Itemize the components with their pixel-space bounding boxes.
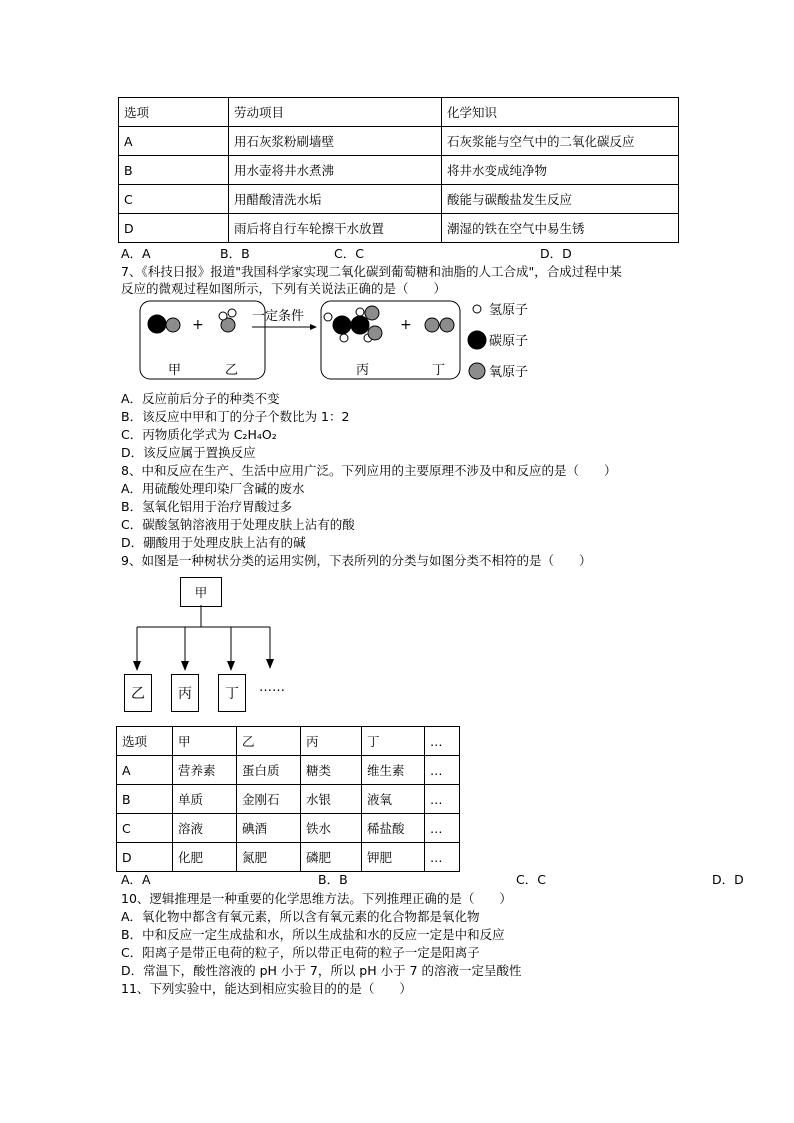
carbon-atom (351, 316, 369, 334)
q8-stem: 8、中和反应在生产、生活中应用广泛。下列应用的主要原理不涉及中和反应的是（ ） (121, 463, 617, 478)
table-header-cell: 劳动项目 (229, 98, 442, 127)
table-cell: A (119, 127, 229, 156)
tree-connectors (125, 605, 285, 675)
tree-root-label: 甲 (194, 585, 208, 600)
table-cell: 雨后将自行车轮擦干水放置 (229, 214, 442, 243)
legend-carbon: 碳原子 (489, 334, 529, 349)
table-header-cell: … (425, 727, 460, 756)
legend-oxygen: 氧原子 (489, 365, 529, 380)
table-cell: A (117, 756, 173, 785)
table-header-cell: 选项 (119, 98, 229, 127)
carbon-atom (333, 316, 351, 334)
table-cell: 蛋白质 (237, 756, 301, 785)
table-cell: 溶液 (173, 814, 237, 843)
q7-option-a[interactable]: A．反应前后分子的种类不变 (121, 391, 280, 406)
table-cell: … (425, 814, 460, 843)
table-cell: C (119, 185, 229, 214)
table-row (117, 843, 460, 872)
tree-child-node (124, 674, 152, 712)
q6-option-b[interactable]: B．B (220, 246, 250, 261)
q8-option-b[interactable]: B．氢氧化铝用于治疗胃酸过多 (121, 499, 293, 514)
q7-option-c[interactable]: C．丙物质化学式为 C₂H₄O₂ (121, 427, 277, 442)
table-header-cell: 丙 (301, 727, 362, 756)
table-cell: 稀盐酸 (362, 814, 425, 843)
label-jia: 甲 (168, 363, 182, 378)
q9-option-c[interactable]: C．C (516, 872, 546, 887)
label-bing: 丙 (356, 363, 370, 378)
arrow-head-icon (310, 324, 317, 330)
table-cell: 糖类 (301, 756, 362, 785)
table-cell: D (119, 214, 229, 243)
tree-root-node (180, 577, 222, 607)
q10-option-d[interactable]: D．常温下，酸性溶液的 pH 小于 7，所以 pH 小于 7 的溶液一定呈酸性 (121, 963, 522, 978)
table-cell: D (117, 843, 173, 872)
tree-child-label: 丙 (178, 686, 192, 702)
table-cell: 氮肥 (237, 843, 301, 872)
q10-option-b[interactable]: B．中和反应一定生成盐和水，所以生成盐和水的反应一定是中和反应 (121, 927, 505, 942)
table-cell: … (425, 785, 460, 814)
oxygen-atom (365, 306, 379, 320)
table-cell: 潮湿的铁在空气中易生锈 (442, 214, 679, 243)
table-cell: 碘酒 (237, 814, 301, 843)
oxygen-atom (425, 318, 439, 332)
table-cell: 化肥 (173, 843, 237, 872)
label-ding: 丁 (432, 363, 446, 378)
arrow-down-icon (266, 659, 274, 669)
reaction-condition: 一定条件 (252, 309, 305, 324)
arrow-down-icon (133, 661, 141, 671)
table-header-row (119, 98, 679, 127)
table-cell: 用水壶将井水煮沸 (229, 156, 442, 185)
q7-option-d[interactable]: D．该反应属于置换反应 (121, 445, 256, 460)
table-cell: B (119, 156, 229, 185)
plus-sign: + (192, 317, 204, 333)
table-cell: 液氧 (362, 785, 425, 814)
table-header-row (117, 727, 460, 756)
q9-stem: 9、如图是一种树状分类的运用实例，下表所列的分类与如图分类不相符的是（ ） (121, 553, 592, 568)
legend-hydrogen: 氢原子 (489, 303, 529, 318)
classification-table (116, 726, 460, 872)
tree-child-node (171, 674, 199, 712)
table-cell: 营养素 (173, 756, 237, 785)
table-row (119, 156, 679, 185)
tree-ellipsis: …… (259, 680, 285, 695)
reactant-box (140, 301, 265, 379)
table-cell: 酸能与碳酸盐发生反应 (442, 185, 679, 214)
arrow-down-icon (181, 661, 189, 671)
table-row (117, 814, 460, 843)
table-cell: 水银 (301, 785, 362, 814)
q6-option-c[interactable]: C．C (334, 246, 364, 261)
arrow-down-icon (227, 661, 235, 671)
table-header-cell: 丁 (362, 727, 425, 756)
hydrogen-atom (228, 309, 236, 317)
q6-option-d[interactable]: D．D (540, 246, 572, 261)
q7-stem-line2: 反应的微观过程如图所示，下列有关说法正确的是（ ） (121, 281, 447, 296)
table-cell: 单质 (173, 785, 237, 814)
table-header-cell: 乙 (237, 727, 301, 756)
q7-option-b[interactable]: B．该反应中甲和丁的分子个数比为 1：2 (121, 409, 350, 424)
table-header-cell: 选项 (117, 727, 173, 756)
table-cell: … (425, 756, 460, 785)
carbon-atom (148, 315, 166, 333)
table-cell: B (117, 785, 173, 814)
q10-option-a[interactable]: A．氧化物中都含有氧元素，所以含有氧元素的化合物都是氧化物 (121, 909, 480, 924)
table-cell: … (425, 843, 460, 872)
table-cell: 石灰浆能与空气中的二氧化碳反应 (442, 127, 679, 156)
hydrogen-icon (473, 305, 481, 313)
table-cell: 用石灰浆粉刷墙壁 (229, 127, 442, 156)
oxygen-atom (440, 318, 454, 332)
hydrogen-atom (356, 308, 364, 316)
table-row (119, 214, 679, 243)
tree-child-label: 丁 (225, 686, 239, 702)
table-cell: 钾肥 (362, 843, 425, 872)
hydrogen-atom (324, 313, 332, 321)
q8-option-d[interactable]: D．硼酸用于处理皮肤上沾有的碱 (121, 535, 306, 550)
table-cell: 金刚石 (237, 785, 301, 814)
q10-stem: 10、逻辑推理是一种重要的化学思维方法。下列推理正确的是（ ） (121, 891, 512, 906)
table-cell: 用醋酸清洗水垢 (229, 185, 442, 214)
table-header-cell: 化学知识 (442, 98, 679, 127)
q8-option-a[interactable]: A．用硫酸处理印染厂含碱的废水 (121, 481, 305, 496)
table-cell: 将井水变成纯净物 (442, 156, 679, 185)
q11-stem: 11、下列实验中，能达到相应实验目的的是（ ） (121, 981, 412, 996)
table-cell: 磷肥 (301, 843, 362, 872)
table-row (119, 185, 679, 214)
table-header-cell: 甲 (173, 727, 237, 756)
q7-stem-line1: 7、《科技日报》报道"我国科学家实现二氧化碳到葡萄糖和油脂的人工合成"，合成过程中某 (121, 264, 622, 279)
oxygen-atom (368, 326, 382, 340)
table-row (117, 756, 460, 785)
carbon-icon (468, 331, 486, 349)
plus-sign: + (400, 317, 412, 333)
q9-option-d[interactable]: D．D (712, 872, 744, 887)
oxygen-icon (469, 363, 485, 379)
labor-chemistry-table (118, 97, 679, 243)
label-yi: 乙 (225, 363, 239, 378)
q9-option-b[interactable]: B．B (318, 872, 348, 887)
tree-child-label: 乙 (131, 686, 145, 702)
q8-option-c[interactable]: C．碳酸氢钠溶液用于处理皮肤上沾有的酸 (121, 517, 355, 532)
table-cell: C (117, 814, 173, 843)
table-cell: 铁水 (301, 814, 362, 843)
q9-option-a[interactable]: A．A (121, 872, 151, 887)
q10-option-c[interactable]: C．阳离子是带正电荷的粒子，所以带正电荷的粒子一定是阳离子 (121, 945, 480, 960)
tree-child-node (218, 674, 246, 712)
q6-option-a[interactable]: A．A (121, 246, 151, 261)
table-cell: 维生素 (362, 756, 425, 785)
table-row (119, 127, 679, 156)
table-row (117, 785, 460, 814)
hydrogen-atom (340, 334, 348, 342)
atom-legend (465, 300, 575, 385)
hydrogen-atom (219, 312, 227, 320)
oxygen-atom (166, 318, 180, 332)
